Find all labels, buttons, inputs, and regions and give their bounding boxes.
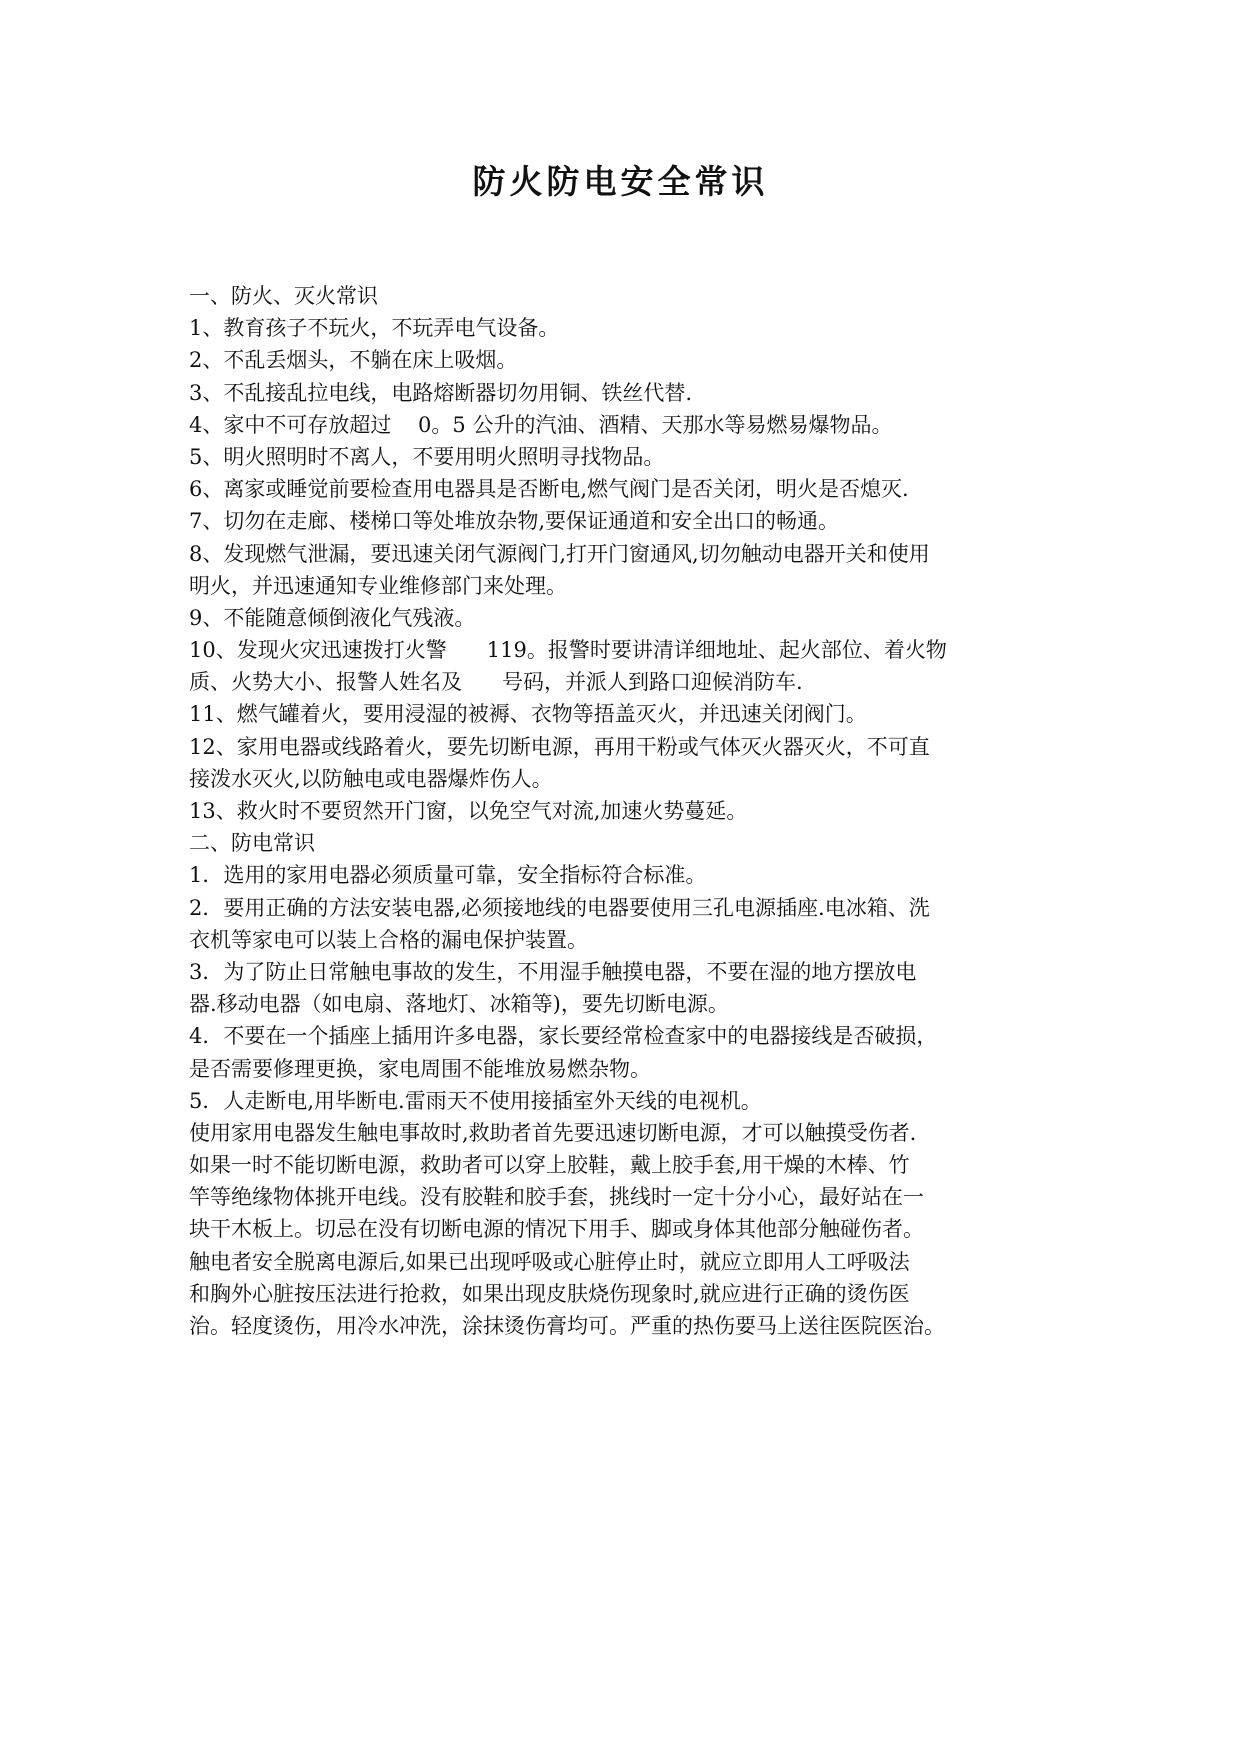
text-line: 12、家用电器或线路着火，要先切断电源，再用干粉或气体灭火器灭火，不可直: [189, 734, 930, 759]
text-line: 明火，并迅速通知专业维修部门来处理。: [189, 573, 567, 598]
text-line: 块干木板上。切忌在没有切断电源的情况下用手、脚或身体其他部分触碰伤者。: [189, 1217, 924, 1242]
text-line: 7、切勿在走廊、楼梯口等处堆放杂物,要保证通道和安全出口的畅通。: [189, 509, 840, 534]
text-line: 和胸外心脏按压法进行抢救，如果出现皮肤烧伤现象时,就应进行正确的烫伤医: [189, 1281, 910, 1306]
text-line: 器.移动电器（如电扇、落地灯、冰箱等)，要先切断电源。: [189, 992, 729, 1017]
text-line: 治。轻度烫伤，用冷水冲洗，涂抹烫伤膏均可。严重的热伤要马上送往医院医治。: [189, 1314, 945, 1338]
text-line: 1．选用的家用电器必须质量可靠，安全指标符合标准。: [189, 863, 707, 888]
text-line: 3、不乱接乱拉电线，电路熔断器切勿用铜、铁丝代替.: [189, 380, 693, 405]
text-line: 如果一时不能切断电源，救助者可以穿上胶鞋，戴上胶手套,用干燥的木棒、竹: [189, 1153, 910, 1178]
text-line: 使用家用电器发生触电事故时,救助者首先要迅速切断电源，才可以触摸受伤者.: [189, 1120, 917, 1145]
document-title: 防火防电安全常识: [472, 162, 769, 201]
text-line: 11、燃气罐着火，要用浸湿的被褥、衣物等捂盖灭火，并迅速关闭阀门。: [189, 702, 867, 727]
text-line: 9、不能随意倾倒液化气残液。: [189, 605, 476, 630]
text-line: 2、不乱丢烟头，不躺在床上吸烟。: [189, 348, 518, 373]
section-heading-fire: 一、防火、灭火常识: [189, 284, 378, 308]
text-line: 触电者安全脱离电源后,如果已出现呼吸或心脏停止时，就应立即用人工呼吸法: [189, 1249, 910, 1274]
text-line: 是否需要修理更换，家电周围不能堆放易燃杂物。: [189, 1056, 651, 1081]
text-line: 衣机等家电可以装上合格的漏电保护装置。: [189, 927, 588, 952]
text-line: 4、家中不可存放超过 0。5 公升的汽油、酒精、天那水等易燃易爆物品。: [189, 412, 893, 437]
text-line: 8、发现燃气泄漏，要迅速关闭气源阀门,打开门窗通风,切勿触动电器开关和使用: [189, 541, 930, 566]
text-line: 10、发现火灾迅速拨打火警 119。报警时要讲清详细地址、起火部位、着火物: [189, 638, 947, 663]
text-line: 4．不要在一个插座上插用许多电器，家长要经常检查家中的电器接线是否破损，: [189, 1024, 938, 1049]
text-line: 6、离家或睡觉前要检查用电器具是否断电,燃气阀门是否关闭，明火是否熄灭.: [189, 477, 909, 502]
text-line: 2．要用正确的方法安装电器,必须接地线的电器要使用三孔电源插座.电冰箱、洗: [189, 895, 930, 920]
text-line: 5、明火照明时不离人，不要用明火照明寻找物品。: [189, 444, 665, 469]
section-heading-electric: 二、防电常识: [189, 831, 315, 856]
text-line: 接泼水灭火,以防触电或电器爆炸伤人。: [189, 766, 553, 791]
text-line: 3．为了防止日常触电事故的发生，不用湿手触摸电器，不要在湿的地方摆放电: [189, 959, 917, 984]
text-line: 13、救火时不要贸然开门窗，以免空气对流,加速火势蔓延。: [189, 799, 748, 823]
text-line: 1、教育孩子不玩火，不玩弄电气设备。: [189, 316, 560, 341]
text-line: 质、火势大小、报警人姓名及 号码，并派人到路口迎候消防车.: [189, 670, 803, 695]
text-line: 5．人走断电,用毕断电.雷雨天不使用接插室外天线的电视机。: [189, 1088, 762, 1113]
text-line: 竿等绝缘物体挑开电线。没有胶鞋和胶手套，挑线时一定十分小心，最好站在一: [189, 1185, 924, 1210]
document-body: [189, 280, 1059, 1342]
